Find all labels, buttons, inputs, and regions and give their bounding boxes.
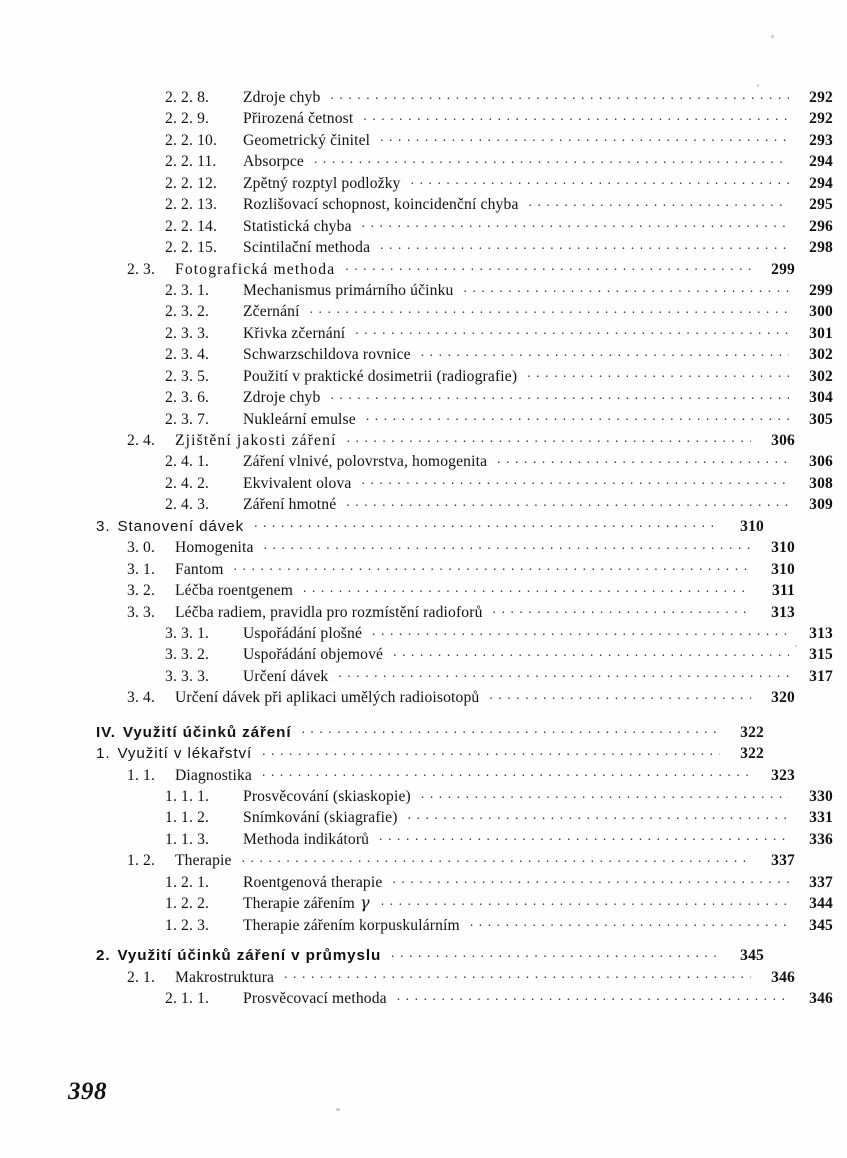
toc-entry-title: Zjištění jakosti záření: [175, 432, 337, 449]
leader-dots: [392, 871, 789, 887]
toc-entry-page: 308: [809, 474, 833, 492]
toc-entry-page: 309: [809, 496, 833, 514]
toc-entry-title: Stanovení dávek: [117, 517, 245, 535]
toc-entry-page: 310: [740, 517, 764, 535]
toc-entry-number: 1. 1. 1.: [165, 788, 210, 805]
toc-entry-page: 306: [809, 453, 833, 471]
toc-entry-number: 3. 1.: [127, 560, 156, 578]
toc-entry-title: Rozlišovací schopnost, koincidenční chyba: [243, 196, 519, 214]
toc-entry-page: 310: [771, 560, 795, 578]
toc-entry-title: Zdroje chyb: [243, 89, 321, 106]
page-number-folio: 398: [68, 1078, 107, 1105]
toc-entry-title: Prosvěcování (skiaskopie): [243, 788, 411, 805]
toc-entry-page: 337: [809, 873, 833, 891]
toc-entry-page: 306: [771, 432, 795, 449]
toc-entry-number: 3. 0.: [127, 539, 156, 557]
toc-entry-title: Určení dávek při aplikaci umělých radioisotopů: [175, 689, 480, 707]
toc-entry-title: Mechanismus primárního účinku: [243, 281, 454, 299]
toc-entry-title: Therapie zářením korpuskulárním: [243, 916, 460, 934]
toc-entry[interactable]: [96, 742, 764, 763]
toc-entry-number: 2. 4. 3.: [165, 496, 210, 514]
toc-entry[interactable]: [96, 806, 833, 827]
leader-dots: [264, 536, 751, 552]
toc-entry-page: 301: [809, 324, 833, 342]
leader-dots: [301, 721, 720, 737]
toc-entry-number: 3. 3. 3.: [165, 667, 210, 685]
toc-entry[interactable]: [96, 86, 833, 107]
toc-entry-title: Nukleární emulse: [243, 410, 356, 428]
leader-dots: [464, 279, 790, 295]
toc-entry-page: 298: [809, 239, 833, 257]
toc-entry-page: 304: [809, 389, 833, 407]
leader-dots: [493, 601, 751, 617]
leader-dots: [380, 236, 789, 252]
toc-entry[interactable]: [96, 365, 833, 386]
toc-entry-number: 2. 2. 9.: [165, 110, 210, 128]
toc-entry[interactable]: [96, 536, 795, 557]
toc-entry-title: Therapie zářením γ: [243, 893, 370, 913]
toc-entry-number: 2. 2. 15.: [165, 239, 218, 257]
leader-dots: [527, 365, 789, 381]
toc-entry-number: 2. 3. 6.: [165, 389, 210, 407]
scan-speck: [771, 35, 774, 38]
toc-entry-page: 331: [809, 809, 833, 827]
toc-entry-page: 344: [809, 895, 833, 913]
toc-entry-number: 2. 2. 11.: [165, 153, 217, 171]
table-of-contents: [96, 86, 833, 1008]
leader-dots: [497, 450, 789, 466]
toc-entry-number: 1. 1.: [127, 766, 156, 784]
toc-entry-page: 323: [771, 766, 795, 784]
toc-entry-page: 292: [809, 89, 833, 106]
toc-entry-title: Zdroje chyb: [243, 389, 321, 407]
toc-entry-title: Fantom: [175, 560, 224, 578]
toc-entry-title: Léčba radiem, pravidla pro rozmístění radioforů: [175, 603, 483, 621]
leader-dots: [408, 806, 789, 822]
toc-entry-page: 294: [809, 153, 833, 171]
toc-entry-title: Prosvěcovací methoda: [243, 989, 387, 1007]
leader-dots: [314, 150, 789, 166]
toc-entry-title: Využití v lékařství: [117, 745, 253, 763]
toc-entry[interactable]: [96, 966, 795, 987]
leader-dots: [355, 322, 789, 338]
toc-entry[interactable]: [96, 558, 795, 579]
leader-dots: [421, 785, 789, 801]
leader-dots: [381, 892, 789, 908]
leader-dots: [338, 665, 789, 681]
leader-dots: [397, 987, 789, 1003]
toc-entry-page: 302: [809, 367, 833, 385]
leader-dots: [310, 300, 789, 316]
leader-dots: [362, 215, 789, 231]
toc-entry[interactable]: [96, 236, 833, 257]
toc-entry[interactable]: [96, 300, 833, 321]
toc-entry-page: 315: [809, 646, 833, 664]
toc-entry[interactable]: [96, 386, 833, 407]
scan-speck: [336, 1108, 340, 1111]
toc-entry-number: 1. 2. 3.: [165, 916, 210, 934]
toc-entry-page: 310: [771, 539, 795, 557]
leader-dots: [529, 193, 789, 209]
toc-entry-title: Homogenita: [175, 539, 254, 557]
toc-entry-page: 345: [809, 916, 833, 934]
toc-entry[interactable]: [96, 828, 833, 849]
toc-entry[interactable]: [96, 914, 833, 935]
toc-entry-title: Scintilační methoda: [243, 239, 371, 257]
toc-entry[interactable]: [96, 643, 833, 664]
toc-entry[interactable]: [96, 129, 833, 150]
toc-entry-number: 2. 2. 13.: [165, 196, 218, 214]
toc-entry-number: 2. 2. 8.: [165, 89, 210, 106]
toc-entry[interactable]: [96, 193, 833, 214]
toc-entry[interactable]: [96, 764, 795, 785]
toc-entry-number: 2. 1. 1.: [165, 989, 210, 1007]
toc-entry-page: 313: [809, 624, 833, 642]
toc-entry-page: 337: [771, 852, 795, 870]
toc-entry-title: Použití v praktické dosimetrii (radiografie): [243, 367, 518, 385]
toc-entry-title: Využití účinků záření v průmyslu: [117, 947, 382, 965]
toc-entry-title: Uspořádání objemové: [243, 646, 384, 664]
toc-entry-page: 317: [809, 667, 833, 685]
leader-dots: [379, 828, 789, 844]
toc-entry-number: 3. 4.: [127, 689, 156, 707]
toc-entry-title: Geometrický činitel: [243, 131, 371, 149]
toc-entry[interactable]: [96, 472, 833, 493]
toc-entry-title: Methoda indikátorů: [243, 830, 370, 848]
section-gap: [96, 935, 764, 944]
toc-entry-number: IV.: [96, 723, 116, 741]
toc-entry[interactable]: [96, 849, 795, 870]
toc-entry[interactable]: [96, 258, 795, 279]
toc-entry-title: Schwarzschildova rovnice: [243, 346, 411, 364]
toc-entry[interactable]: [96, 515, 764, 536]
leader-dots: [411, 172, 789, 188]
toc-entry-title: Záření hmotné: [243, 496, 337, 514]
leader-dots: [391, 944, 720, 960]
leader-dots: [363, 107, 789, 123]
toc-entry[interactable]: [96, 721, 764, 742]
toc-entry[interactable]: [96, 322, 833, 343]
toc-entry[interactable]: [96, 343, 833, 364]
toc-entry[interactable]: [96, 892, 833, 913]
toc-entry-number: 2. 4. 2.: [165, 474, 210, 492]
toc-entry-number: 1.: [96, 745, 111, 763]
toc-entry[interactable]: [96, 871, 833, 892]
toc-entry-page: 346: [771, 968, 795, 986]
toc-entry-number: 2. 3. 4.: [165, 346, 210, 364]
toc-entry-page: 299: [771, 260, 795, 278]
toc-entry-number: 3. 3. 1.: [165, 624, 210, 642]
toc-entry-number: 2. 3.: [127, 260, 156, 278]
toc-entry-number: 1. 2. 1.: [165, 873, 210, 891]
toc-entry-page: 345: [740, 947, 764, 965]
toc-entry-title: Přirozená četnost: [243, 110, 354, 128]
toc-entry[interactable]: [96, 987, 833, 1008]
toc-entry[interactable]: [96, 686, 795, 707]
toc-entry-title: Statistická chyba: [243, 217, 352, 235]
toc-entry-title: Makrostruktura: [175, 968, 275, 986]
leader-dots: [421, 343, 789, 359]
leader-dots: [262, 764, 751, 780]
toc-entry-page: 293: [809, 131, 833, 149]
toc-entry-page: 300: [809, 303, 833, 321]
toc-entry-title: Absorpce: [243, 153, 304, 171]
toc-entry-page: 346: [809, 989, 833, 1007]
toc-entry-page: 292: [809, 110, 833, 128]
toc-entry-title: Křivka zčernání: [243, 324, 346, 342]
toc-entry-page: 320: [771, 689, 795, 707]
toc-entry[interactable]: [96, 408, 833, 429]
toc-entry[interactable]: [96, 279, 833, 300]
toc-entry-number: 2. 1.: [127, 968, 156, 986]
toc-entry-title: Využití účinků záření: [122, 723, 292, 741]
toc-entry[interactable]: [96, 785, 833, 806]
toc-entry-number: 2. 3. 2.: [165, 303, 210, 321]
toc-entry-number: 2. 2. 10.: [165, 131, 218, 149]
gamma-symbol: γ: [359, 893, 370, 913]
toc-entry-title: Ekvivalent olova: [243, 474, 352, 492]
toc-entry[interactable]: [96, 150, 833, 171]
toc-entry-number: 1. 1. 3.: [165, 830, 210, 848]
toc-entry[interactable]: [96, 622, 833, 643]
toc-entry-number: 2. 3. 7.: [165, 410, 210, 428]
toc-entry-page: 295: [809, 196, 833, 214]
leader-dots: [254, 515, 720, 531]
toc-entry-page: 336: [809, 830, 833, 848]
toc-entry[interactable]: [96, 665, 833, 686]
toc-entry-number: 2. 3. 5.: [165, 367, 210, 385]
toc-entry-page: 322: [740, 723, 764, 741]
toc-entry-page: 313: [771, 603, 795, 621]
toc-entry[interactable]: [96, 944, 764, 965]
toc-entry[interactable]: [96, 450, 833, 471]
toc-entry[interactable]: [96, 601, 795, 622]
toc-entry-page: 294: [809, 174, 833, 192]
leader-dots: [470, 914, 789, 930]
toc-entry-number: 3.: [96, 517, 111, 535]
leader-dots: [366, 408, 789, 424]
leader-dots: [489, 686, 751, 702]
leader-dots: [393, 643, 789, 659]
toc-entry-title: Snímkování (skiagrafie): [243, 809, 398, 827]
leader-dots: [242, 849, 751, 865]
toc-entry-title: Fotografická methoda: [175, 260, 336, 278]
toc-entry-title: Zčernání: [243, 303, 300, 321]
leader-dots: [284, 966, 751, 982]
toc-entry-number: 3. 2.: [127, 582, 156, 600]
toc-entry-page: 330: [809, 788, 833, 805]
toc-entry-title: Určení dávek: [243, 667, 329, 685]
leader-dots: [262, 742, 720, 758]
leader-dots: [234, 558, 751, 574]
section-gap: [96, 708, 764, 721]
leader-dots: [372, 622, 789, 638]
toc-entry[interactable]: [96, 107, 833, 128]
toc-entry-number: 2. 4. 1.: [165, 453, 210, 471]
toc-entry-title: Uspořádání plošné: [243, 624, 363, 642]
toc-entry-title: Therapie: [175, 852, 232, 870]
leader-dots: [345, 258, 751, 274]
leader-dots: [380, 129, 789, 145]
toc-entry-title: Roentgenová therapie: [243, 873, 383, 891]
toc-entry[interactable]: [96, 215, 833, 236]
leader-dots: [346, 493, 789, 509]
toc-entry-number: 2. 3. 3.: [165, 324, 210, 342]
toc-entry[interactable]: [96, 493, 833, 514]
toc-entry[interactable]: [96, 579, 795, 600]
leader-dots: [362, 472, 790, 488]
toc-entry-number: 2. 2. 14.: [165, 217, 218, 235]
toc-entry-number: 2. 4.: [127, 432, 156, 449]
toc-entry[interactable]: [96, 429, 795, 450]
toc-entry-title: Zpětný rozptyl podložky: [243, 174, 401, 192]
toc-entry-number: 3. 3.: [127, 603, 156, 621]
toc-entry-title: Léčba roentgenem: [175, 582, 293, 600]
toc-entry-page: 302: [809, 346, 833, 364]
toc-entry-page: 305: [809, 410, 833, 428]
toc-entry-number: 2. 3. 1.: [165, 281, 210, 299]
toc-entry-number: 3. 3. 2.: [165, 646, 210, 664]
toc-entry[interactable]: [96, 172, 833, 193]
toc-entry-title: Diagnostika: [175, 766, 253, 784]
toc-entry-page: 311: [772, 582, 795, 600]
leader-dots: [303, 579, 751, 595]
toc-entry-title: Záření vlnivé, polovrstva, homogenita: [243, 453, 488, 471]
toc-entry-number: 2.: [96, 947, 111, 965]
toc-entry-page: 322: [740, 745, 764, 763]
leader-dots: [330, 386, 789, 402]
toc-entry-number: 2. 2. 12.: [165, 174, 218, 192]
leader-dots: [330, 86, 789, 102]
toc-entry-number: 1. 2.: [127, 852, 156, 870]
toc-entry-number: 1. 2. 2.: [165, 895, 210, 913]
leader-dots: [347, 429, 751, 445]
toc-entry-page: 299: [809, 281, 833, 299]
toc-entry-number: 1. 1. 2.: [165, 809, 210, 827]
toc-entry-page: 296: [809, 217, 833, 235]
